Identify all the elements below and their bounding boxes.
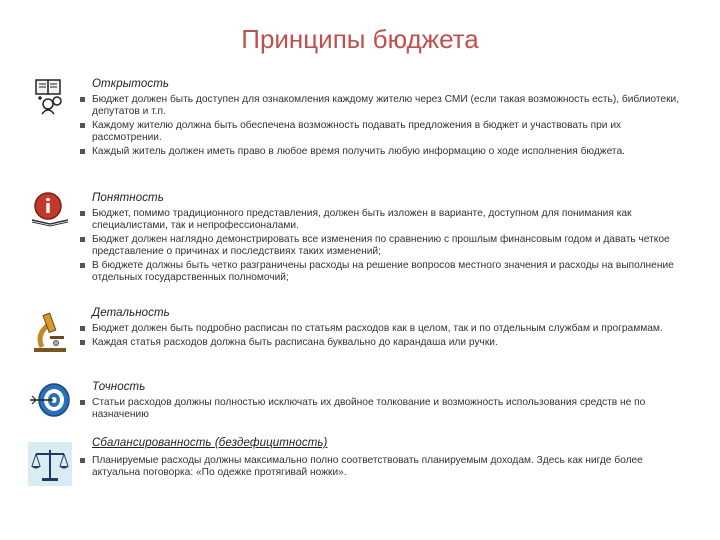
book-people-icon — [28, 74, 72, 118]
section-heading: Понятность — [92, 192, 164, 204]
bullet-list — [80, 323, 690, 350]
bullet-list — [80, 455, 690, 481]
bullet-list — [80, 208, 690, 285]
list-item: Бюджет должен быть доступен для ознакомления каждому жителю через СМИ (если такая возможность есть), библиотеки, депутатов и т.п. — [80, 94, 690, 118]
section-heading: Точность — [92, 381, 146, 393]
list-item: Каждый житель должен иметь право в любое время получить любую информацию о ходе исполнения бюджета. — [80, 146, 690, 158]
section-heading: Сбалансированность (бездефицитность) — [92, 437, 328, 449]
list-item: Статьи расходов должны полностью исключать их двойное толкование и возможность использования средств не по назначению — [80, 397, 690, 421]
microscope-icon — [28, 310, 72, 354]
section-heading: Детальность — [92, 307, 170, 319]
bullet-list — [80, 397, 690, 423]
section-heading: Открытость — [92, 78, 170, 90]
list-item: Каждому жителю должна быть обеспечена возможность подавать предложения в бюджет и участвовать при их рассмотрении. — [80, 120, 690, 144]
page-title: Принципы бюджета — [241, 24, 479, 54]
list-item: Бюджет должен наглядно демонстрировать все изменения по сравнению с прошлым финансовым годом и давать четкое представление о причинах и последствиях таких изменений; — [80, 234, 690, 258]
target-icon — [28, 378, 72, 422]
list-item: В бюджете должны быть четко разграничены расходы на решение вопросов местного значения и расходы на выполнение отдельных государственных полномочий; — [80, 260, 690, 284]
bullet-list — [80, 94, 690, 159]
list-item: Планируемые расходы должны максимально полно соответствовать планируемым доходам. Здесь как нигде более актуальна поговорка: «По одежке протягивай ножки». — [80, 455, 690, 479]
list-item: Каждая статья расходов должна быть расписана буквально до карандаша или ручки. — [80, 337, 690, 349]
list-item: Бюджет должен быть подробно расписан по статьям расходов как в целом, так и по отдельным службам и программам. — [80, 323, 690, 335]
list-item: Бюджет, помимо традиционного представления, должен быть изложен в варианте, доступном для понимания как специалистами, так и непрофессионалами. — [80, 208, 690, 232]
info-icon — [28, 186, 72, 230]
scales-icon — [28, 442, 72, 486]
